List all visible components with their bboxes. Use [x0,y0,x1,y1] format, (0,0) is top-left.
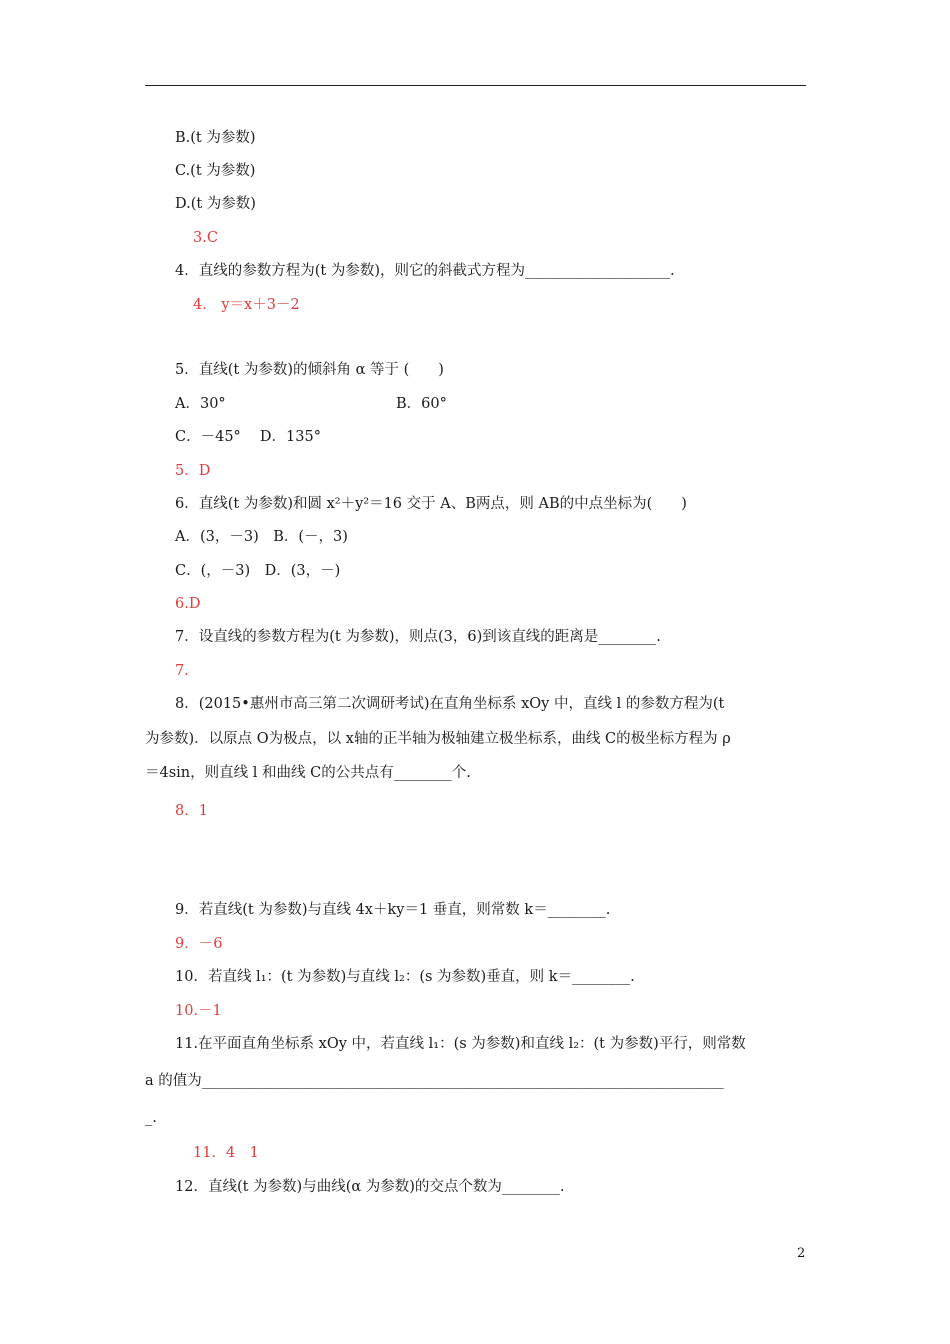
page-number: 2 [797,1246,806,1261]
option-d: D.(t 为参数) [175,196,256,212]
question-11-line1: 11.在平面直角坐标系 xOy 中，若直线 l₁：(s 为参数)和直线 l₂：(t 为参数)平行，则常数 [175,1036,746,1052]
question-9: 9．若直线(t 为参数)与直线 4x＋ky＝1 垂直，则常数 k＝________. [175,902,611,918]
question-12: 12．直线(t 为参数)与曲线(α 为参数)的交点个数为________. [175,1179,565,1195]
option-c: C.(t 为参数) [175,163,256,179]
answer-5: 5．D [175,463,211,479]
answer-7: 7. [175,663,189,679]
q5-option-b: B．60° [396,396,447,412]
answer-4: 4． y＝x＋3－2 [193,297,300,313]
question-8-line3: ＝4sin，则直线 l 和曲线 C的公共点有________个. [145,765,471,781]
question-11-line3: _. [145,1110,157,1126]
option-b: B.(t 为参数) [175,130,256,146]
question-11-line2: a 的值为________________________________________________________________________ [145,1073,724,1089]
question-5: 5．直线(t 为参数)的倾斜角 α 等于 ( ) [175,362,444,378]
answer-3: 3.C [193,230,218,246]
question-8-line1: 8．(2015•惠州市高三第二次调研考试)在直角坐标系 xOy 中，直线 l 的参数方程为(t [175,696,725,712]
question-8-line2: 为参数)．以原点 O为极点，以 x轴的正半轴为极轴建立极坐标系，曲线 C的极坐标方程为 ρ [145,731,731,747]
q5-option-a: A．30° [175,396,226,412]
answer-9: 9．－6 [175,936,223,952]
q5-options-cd: C．－45° D．135° [175,429,321,445]
q6-options-ab: A．(3，－3) B．(－，3) [175,529,348,545]
question-10: 10．若直线 l₁：(t 为参数)与直线 l₂：(s 为参数)垂直，则 k＝________. [175,969,635,985]
answer-10: 10.－1 [175,1003,222,1019]
answer-11: 11．4 1 [193,1145,259,1161]
question-6: 6．直线(t 为参数)和圆 x²＋y²＝16 交于 A、B两点，则 AB的中点坐标为( ) [175,496,687,512]
q6-options-cd: C．(，－3) D．(3，－) [175,563,341,579]
answer-8: 8．1 [175,803,208,819]
question-4: 4．直线的参数方程为(t 为参数)，则它的斜截式方程为____________________. [175,263,675,279]
header-rule [145,85,806,86]
question-7: 7．设直线的参数方程为(t 为参数)，则点(3，6)到该直线的距离是________. [175,629,661,645]
answer-6: 6.D [175,596,201,612]
